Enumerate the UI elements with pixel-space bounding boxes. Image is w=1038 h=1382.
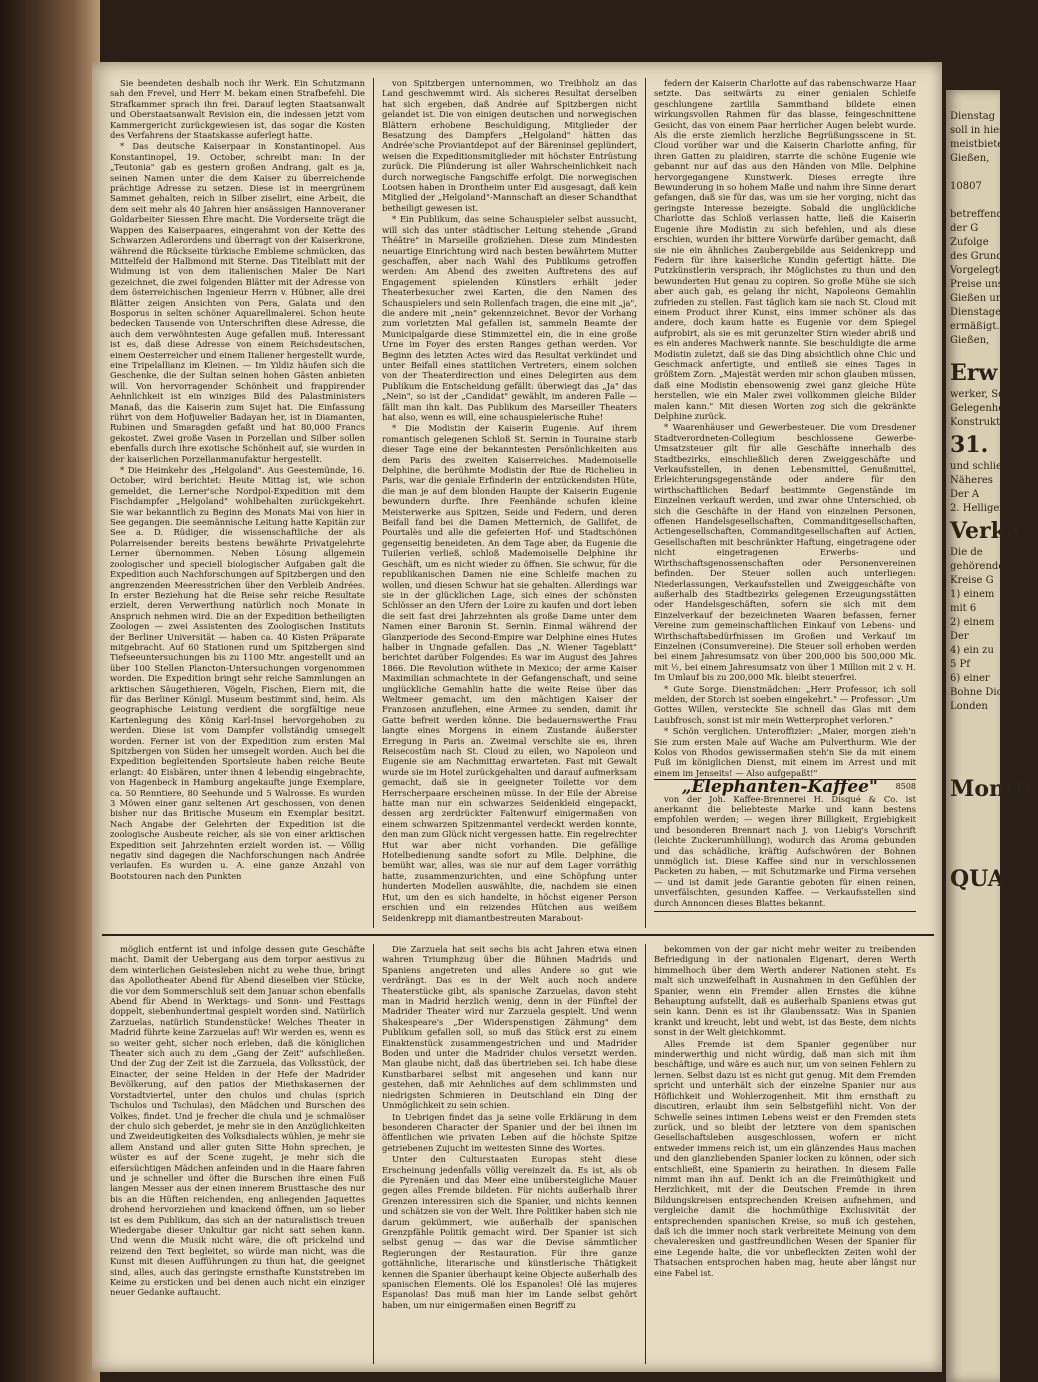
fragment: Gießen und der xyxy=(950,293,1029,304)
fragment: Näheres xyxy=(950,475,993,486)
fragment: meistbietend den xyxy=(950,139,1038,150)
feuilleton-column-3 xyxy=(654,944,916,1364)
fragment: Gießen, xyxy=(950,153,990,164)
fragment: Gießen, xyxy=(950,335,990,346)
fragment: Erw xyxy=(950,360,998,386)
fragment: Verka xyxy=(950,518,1021,544)
fragment: Konstruktion xyxy=(950,417,1016,428)
fragment: Gelegenheit be xyxy=(950,403,1027,414)
paragraph: * Ein Publikum, das seine Schauspieler selbst aussucht, will sich das unter städtischer Leitung stehende „Grand Théâtre" in Marseille großziehen. Diese zum Mindesten neuartige Einrichtung wird nach besten bewährtem Mutter geschaffen, aber nach Wahl des Publikums getroffen werden: Am Abend des zweiten Auftretens des auf Engagement spielenden Künstlers erhält jeder Theaterbesucher zwei Karten, die den Namen des Schauspielers und sein Rollenfach tragen, die eine mit „ja", die andere mit „nein" gekennzeichnet. Bevor der Vorhang zum vorletzten Mal gefallen ist, sammeln Beamte der Municipalgarde diese Stimmzettel ein, die in eine große Urne im Foyer des ersten Ranges gethan werden. Vor Beginn des letzten Actes wird das Resultat verkündet und unter Beifall eines stattlichen Vertreters, einem solchen von der Theaterdirection und eines Delegirten aus dem Publikum die Entscheidung gefällt: überwiegt das „Ja" das „Nein", so ist der „Candidat" gewählt, im anderen Falle — fällt man ihn kalt. Das Publikum des Marseiller Theaters hat also, wenn es will, eine schauspielerische Ruhe! xyxy=(382,214,637,422)
paragraph: Alles Fremde ist dem Spanier gegenüber nur minderwerthig und nicht würdig, daß man sich mit ihm beschäftige, und wäre es auch nur, um von seinen Fehlern zu lernen. Selbst dazu ist es nicht gut genug. Mit dem Fremden spricht und unterhält sich der einzelne Spanier nur aus Höflichkeit und Wohlerzogenheit. Mit ihm ernsthaft zu discutiren, erlaubt ihm sein Selbstgefühl nicht. Von der Schwelle seines intimen Lebens weist er den Fremden stets zurück, und so bleibt der letztere von dem spanischen Gesellschaftsleben ausgeschlossen, wofern er nicht entweder immens reich ist, um ein glänzendes Haus machen und den glanzliebenden Spanier locken zu können, oder sich entschließt, eine Spanierin zu heirathen. In diesem Falle nimmt man ihn auf. Denkt ich an die Freimüthigkeit und Herzlichkeit, mit der die Deutschen Fremde in ihren Bildungskreisen entsprechenden Kreisen aufnehmen, und vergleiche damit die hochmüthige Exclusivität der entsprechenden spanischen Kreise, so muß ich gestehen, daß ich die immer noch stark verbreitete Meinung von dem chevaleresken und gastfreundlichen Wesen der Spanier für eine Legende halte, die vor unbefleckten Zeiten wohl der Thatsachen entsprochen haben mag, heute aber längst nur eine Fabel ist. xyxy=(654,1038,916,1278)
fragment: Montir xyxy=(950,776,1036,802)
ad-number: 8508 xyxy=(895,782,916,792)
article-column-1 xyxy=(110,78,365,928)
fragment: der G xyxy=(950,223,979,234)
adjacent-page-edge xyxy=(946,90,1038,1382)
newspaper-page xyxy=(92,62,942,1372)
paragraph: möglich entfernt ist und infolge dessen gute Geschäfte macht. Damit der Uebergang aus dem torpor aestivus zu dem winterlichen Geistesleben nicht zu wehe thue, bringt das Apollotheater Abend für Abend dieselben vier Stücke, die vor dem Sommerschluß seit dem Januar schon ebenfalls Abend für Abend in Werktags- und Sonn- und Festtags doppelt, siebenhundertmal gespielt worden sind. Natürlich Zarzuelas, natürlich Stundenstücke! Welches Theater in Madrid führte keine Zarzuelas auf! Wir werden es, wenn es so weiter geht, sicher noch erleben, daß die königlichen Theater sich auch zu dem „Gang der Zeit" aufschließen. Und der Zug der Zeit ist die Zarzuela, das Volksstück, der Einacter, der seine Helden in der Hefe der Madrider Bevölkerung, auf den patios der Miethskasernen der Vorstadtviertel, unter den chulos und chulas (sprich Tschulos und Tschulas), den Mädchen und Burschen des Volkes, findet. Und je frecher die chula und je schmalöser der chulo sich geberdet, je mehr sie in den Anzüglichkeiten und Zweideutigkeiten des Volksdialects wühlen, je mehr sie allem Anstand und aller guten Sitte Hohn sprechen, je wüster es auf der Scene zugeht, je mehr sich die eifersüchtigen Mädchen anfeinden und in die Haare fahren und je schneller und öfter die Burschen ihre einen Fuß langen Messer aus der einen innerem Brusttasche des nur bis an die Hüften reichenden, eng anliegenden Jaquettes drohend hervorziehen und knackend öffnen, um so lieber ist es dem Publikum, das sich an der naturalistisch treuen Wiedergabe dieser Unkultur gar nicht satt sehen kann. Und wenn die Musik nicht wäre, die oft prickelnd und reizend den Text begleitet, so würde man nicht, was die Kunst mit diesen Aufführungen zu thun hat, die geeignet sind, alles, auch das geringste ernsthafte Kunststreben im Keime zu ersticken und bei denen auch nicht ein einziger neuer Gedanke auftaucht. xyxy=(110,944,365,1298)
fragment: mit 6 xyxy=(950,603,977,614)
fragment: 31. xyxy=(950,432,989,458)
fragment: und schließt G xyxy=(950,461,1024,472)
fragment: Vorgelegter xyxy=(950,265,1010,276)
fragment: 4) ein zu xyxy=(950,645,994,656)
fragment: des Grundkapita xyxy=(950,251,1035,262)
paragraph: * Waarenhäuser und Gewerbesteuer. Die vom Dresdener Stadtverordneten-Collegium beschlossene Gewerbe-Umsatzsteuer gilt für alle Geschäfte innerhalb des Stadtbezirks, einschließlich deren Zweiggeschäfte und Verkaufsstellen, in denen Lebensmittel, Genußmittel, Erleichterungsgegenstände oder andere für den wirthschaftlichen Bedarf bestimmte Gegenstände im Einzelnen verkauft werden, und zwar ohne Unterschied, ob sich die Geschäfte in der Hand von einzelnen Personen, offenen Handelsgesellschaften, Commanditgesellschaften, Actiengesellschaften, Commanditgesellschaften auf Actien, Gesellschaften mit beschränkter Haftung, eingetragene oder nicht eingetragenen Erwerbs- und Wirthschaftsgenossenschaften oder Personenvereinen befinden. Der Steuer sollen auch unterliegen: Niederlassungen, Verkaufsstellen und Zweiggeschäfte von außerhalb des Stadtbezirks gelegenen Erzeugungsstätten oder Handelsgeschäften, sofern sie sich mit dem Einzelverkauf der bezeichneten Waaren befassen, ferner Vereine zum gemeinschaftlichen Einkauf von Lebens- und Wirthschaftsbedürfnissen im Großen und Verkauf im Einzelnen (Consumvereine). Die Steuer soll erhoben werden bei einem Jahresumsatz von über 200,000 bis 500,000 Mk. mit ½, bei einem Jahresumsatz von über 1 Million mit 2 v. H. Im Umlauf bis zu 200,000 Mk. bleibt steuerfrei. xyxy=(654,422,916,683)
fragment: QUA xyxy=(950,866,1005,892)
fragment: Dienstagen xyxy=(950,307,1008,318)
paragraph: In Uebrigen findet das ja seine volle Erklärung in dem besonderen Character der Spanier und der bei ihnen im öffentlichen wie privaten Leben auf die höchste Spitze getriebenen Zujucht im weitesten Sinne des Wortes. xyxy=(382,1111,637,1153)
fragment: 2) einem xyxy=(950,617,995,628)
column-divider xyxy=(373,78,374,928)
fragment: 1) einem xyxy=(950,589,995,600)
paragraph: Die Zarzuela hat seit sechs bis acht Jahren etwa einen wahren Triumphzug über die Bühnen Madrids und Spaniens angetreten und alles Andere so gut wie verdrängt. Das es in der Welt auch noch andere Theaterstücke gibt, als spanische Zarzuelas, davon steht man in Madrid herzlich wenig, denn in der Fünftel der Madrider Theater wird nur Zarzuela gespielt. Und wenn Shakespeare's „Der Widerspenstigen Zähmung" dem Publikum gefallen soll, so muß das Stück erst zu einem Einaktenstück zusammengestrichen und und Madrider Boden und unter die Madrider chulos versetzt werden. Man glaube nicht, daß das übertrieben sei. Ich habe diese Kunstbarbarei selbst mit angesehen und kann nur gestehen, daß mir Aehnliches auf dem schlimmsten und niedrigsten Schmieren in Deutschland ein Ding der Unmöglichkeit zu sein schien. xyxy=(382,944,637,1111)
fragment: Preise unserer xyxy=(950,279,1025,290)
paragraph: von Spitzbergen unternommen, wo Treibholz an das Land geschwemmt wird. Als sicheres Resultat derselben hat sich ergeben, daß Andrée auf Spitzbergen nicht gelandet ist. Die von einigen deutschen und norwegischen Blättern erhobene Beschuldigung, Mitglieder der Besatzung des Dampfers „Helgoland" hätten das Andrée'sche Proviantdepot auf der Bäreninsel geplündert, weisen die Expeditionsmitglieder mit höchster Entrüstung zurück. Die Plünderung ist aller Wahrscheinlichkeit nach durch norwegische Fangschiffe erfolgt. Die norwegischen Lootsen haben in Drontheim unter Eid ausgesagt, daß kein Mitglied der „Helgoland"-Mannschaft an dieser Schandthat betheiligt gewesen ist. xyxy=(382,78,637,213)
paragraph: federn der Kaiserin Charlotte auf das rabenschwarze Haar setzte. Das seitwärts zu einer genialen Schleife geschlungene zartlila Sammtband bildete einen wirkungsvollen Rahmen für das blasse, feingeschnittene Gesicht, das von einem Paar herrlicher Augen belebt wurde. Als die erste ziemlich herzliche Begrüßungsscene in St. Cloud vorüber war und die Kaiserin Charlotte anfing, für ihren Gatten zu plaidiren, starrte die schöne Eugenie wie gebannt nur auf das aus den Händen von Mlle. Delphine hervorgegangene Kunstwerk. Dieses erregte ihre Bewunderung in so hohem Maße und nahm ihre Sinne derart gefangen, daß sie für das, was um sie her vorging, nicht das geringste Interesse bezeigte. Sobald die unglückliche Charlotte das Schloß verlassen hatte, ließ die Kaiserin Eugenie ihre Modistin zu sich befehlen, und als diese erschien, wurden ihr bittere Vorwürfe darüber gemacht, daß sie nie ein ähnliches Zaubergebilde aus Seidenkrepp und Federn für ihre kaiserliche Kundin gefertigt hätte. Die Putzkünstlerin versprach, ihr Möglichstes zu thun und den bewunderten Hut genau zu copiren. So große Mühe sie sich aber auch gab, es gelang ihr nicht, Napoleons Gemahlin zufrieden zu stellen. Fast täglich kam sie nach St. Cloud mit einem Product ihrer Kunst, eins immer schöner als das andere, doch kaum hatte es Eugenie vor dem Spiegel aufprobirt, als sie es mit gerunzelter Stirn wieder abriß und es ein anderes Machwerk nannte. Sie beschuldigte die arme Modistin zuletzt, daß sie das Ding absichtlich ohne Chic und Geschmack anfertigte, und entließ sie eines Tages in größtem Zorn. „Majestät werden mir schon glauben müssen, daß eine Modistin ebensowenig zwei ganz gleiche Hüte herstellen, wie ein Maler zwei vollkommen gleiche Bilder malen kann." Mit diesen Worten zog sich die gekränkte Delphine zurück. xyxy=(654,78,916,421)
fragment: Die de xyxy=(950,547,983,558)
column-divider xyxy=(645,78,646,928)
fragment: Der A xyxy=(950,489,980,500)
fragment: gehörende P xyxy=(950,561,1015,572)
ad-title: „Elephanten-Kaffee" xyxy=(681,777,878,798)
paragraph: * Gute Sorge. Dienstmädchen: „Herr Professor, ich soll melden, der Storch ist soeben eingekehrt." — Professor: „Um Gottes Willen, versteckte Sie schnell das Glas mit dem Laubfrosch, sonst ist mir mein Wetterprophet verloren." xyxy=(654,683,916,725)
fragment: 6) einer xyxy=(950,673,990,684)
ad-text: von der Joh. Kaffee-Brennerei H. Disqué & Co. ist anerkannt die beliebteste Marke und kann bestens empfohlen werden; — wegen ihrer Billigkeit, Ergiebigkeit und besonderen Brennart nach J. von Liebig's Vorschrift (leichte Zuckerumhüllung), wodurch das Aroma gebunden und das schädliche, kräftig Aufschwören der Bohnen unmöglich ist. Diese Kaffee sind nur in verschlossenen Packeten zu haben, — mit Schutzmarke und Firma versehen — und ist damit jede Garantie geboten für einen reinen, unverfälschten, gesunden Kaffee. — Verkaufsstellen sind durch Annoncen dieses Blattes bekannt. xyxy=(654,793,916,908)
advertisement-elephanten-kaffee xyxy=(654,779,916,912)
feuilleton-column-1 xyxy=(110,944,365,1364)
book-binding xyxy=(0,0,100,1382)
paragraph: * Das deutsche Kaiserpaar in Konstantinopel. Aus Konstantinopel, 19. October, schreibt man: In der „Teutonia" gab es gestern großen Andrang, galt es ja, seinen Namen unter die dem Kaiser zu überreichende prächtige Adresse zu setzen. Diese ist in meergrünem Sammet gehalten, reich in Silber ziselirt, eine Arbeit, die dem seit mehr als 40 Jahren hier ansässigen Hannoveraner Goldarbeiter Siessen Ehre macht. Die Vorderseite trägt die Wappen des Kaiserpaares, eingerahmt von der Kette des Schwarzen Adlerordens und überragt von der Kaiserkrone, während die Rückseite türkische Embleme schmücken, das Mittelfeld der Halbmond mit Sterne. Das Titelblatt mit der Widmung ist von dem italienischen Maler De Nari gezeichnet, die zwei folgenden Blätter mit der Adresse von dem österreichischen Ingenieur Herrn v. Hübner, alle drei Blätter zeigen Ansichten von Pera, Galata und den Bosporus in selten schöner Aquarellmalerei. Schon heute bedecken Tausende von Unterschriften diese Adresse, die auch dem verwöhntesten Auge gefallen muß. Interessant ist es, daß diese Adresse von einem Reichsdeutschen, einem Oesterreicher und einem Italiener hergestellt wurde, eine Tripelallianz im Kleinen. — Im Yildiz häufen sich die Geschenke, die der Sultan seinen hohen Gästen anbieten will. Von hervorragender Schönheit und frappirender Aehnlichkeit ist ein winziges Bild des Palastministers Manaß, das die Kaiserin zum Sujet hat. Die Einfassung rührt von dem Hofjuwelier Badayan her, ist in Diamanten, Rubinen und Smaragden gefaßt und hat 80,000 Francs gekostet. Zwei große Vasen in Porzellan und Silber sollen ebenfalls durch ihre exotische Schönheit auf, sie wurden in der kaiserlichen Porzellanmanufaktur hergestellt. xyxy=(110,141,365,464)
fragment: ermäßigt. xyxy=(950,321,1000,332)
fragment: 2. Helliger xyxy=(950,503,1005,514)
column-divider xyxy=(645,944,646,1364)
fragment: soll in hiesigen xyxy=(950,125,1027,136)
column-divider xyxy=(373,944,374,1364)
fragment: werker, Sch xyxy=(950,389,1011,400)
fragment: Dienstag xyxy=(950,111,996,122)
paragraph: * Die Heimkehr des „Helgoland". Aus Geestemünde, 16. October, wird berichtet: Heute Mittag ist, wie schon gemeldet, die Lerner'sche Nordpol-Expedition mit dem Fischdampfer „Helgoland" wohlbehalten zurückgekehrt. Sie war bekanntlich zu Beginn des Monats Mai von hier in See gegangen. Die seemännische Leitung hatte Kapitän zur See a. D. Rüdiger, die wissenschaftliche der als Polarreisender bereits bestens bewährte Privatgelehrte Lerner übernommen. Neben Lösung allgemein zoologischer und speciell biologischer Aufgaben galt die Expedition auch Nachforschungen auf Spitzbergen und den angrenzenden Meeresstrichen über den Verbleib Andrées. In erster Beziehung hat die Reise sehr reiche Resultate erzielt, deren Verwerthung natürlich noch Monate in Anspruch nehmen wird. Die an der Expedition betheiligten Zoologen — zwei Assistenten des Zoologischen Instituts der Berliner Universität — haben ca. 40 Kisten Präparate mitgebracht. Auf 60 Stationen rund um Spitzbergen sind Tiefseeuntersuchungen bis zu 1100 Mtr. angestellt und an über 100 Stellen Plancton-Untersuchungen vorgenommen worden. Die Expedition bringt sehr reiche Sammlungen an arktischen Säugethieren, Vögeln, Fischen, Eiern mit, die für das Berliner Königl. Museum bestimmt sind, heim. Als geographische Leistung verdient die sorgfältige neue Kartenlegung des König Karl-Insel hervorgehoben zu werden. Diese ist vom Dampfer vollständig umsegelt worden. Ferner ist von der Expedition zum ersten Mal Spitzbergen von Süden her umsegelt worden. Auch bei die Expedition begleitenden Sportsleute haben reiche Beute erlangt: 40 Eisbären, unter ihnen 4 lebendig eingebrachte, von Hagenbeck in Hamburg angekaufte junge Exemplare, ca. 50 Renntiere, 80 Seehunde und 5 Walrosse. Es wurden 3 Möwen einer ganz seltenen Art geschossen, von denen bisher nur das Britische Museum ein Exemplar besitzt. Nach Angabe der Gelehrten der Expedition ist die zoologische Ausbeute reicher, als sie von einer arktischen Expedition seit Jahrzehnten erzielt worden ist. — Völlig negativ sind dagegen die Nachforschungen nach Andrée verlaufen. Es wurden u. A. eine ganze Anzahl von Bootstouren nach den Punkten xyxy=(110,465,365,881)
paragraph: * Schön verglichen. Unteroffizier: „Maier, morgen zieh'n Sie zum ersten Male auf Wache am Pulverthurm. Wie der Kolos von Rhodos gewissermaßen steh'n Sie da mit einem Fuß im königlichen Dienst, mit einem im Arrest und mit einem im Jenseits! — Also aufgepaßt!" xyxy=(654,726,916,778)
fragment: Kreise G xyxy=(950,575,994,586)
article-column-2 xyxy=(382,78,637,928)
fragment: Der xyxy=(950,631,969,642)
fragment: Zufolge xyxy=(950,237,989,248)
fragment: Londen xyxy=(950,701,988,712)
fragment: 10807 xyxy=(950,181,982,192)
fragment: 5 Pf xyxy=(950,659,970,670)
article-column-3 xyxy=(654,78,916,928)
paragraph: Sie beendeten deshalb noch ihr Werk. Ein Schutzmann sah den Frevel, und Herr M. bekam einen Strafbefehl. Die Strafkammer sprach ihn frei. Darauf legten Staatsanwalt und Oberstaatsanwalt Revision ein, die indessen jetzt vom Kammergericht zurückgewiesen ist, das sogar die Kosten des Verfahrens der Staatskasse auferlegt hatte. xyxy=(110,78,365,141)
feuilleton-column-2 xyxy=(382,944,637,1364)
paragraph: bekommen von der gar nicht mehr weiter zu treibenden Befriedigung in der nationalen Eigenart, deren Werth himmelhoch über dem Werth anderer Nationen steht. Es malt sich unzweifelhaft in Ausnahmen in den Gefühlen der Spanier, wenn ein Fremder allen Ernstes die kühne Behauptung aufstellt, daß es außerhalb Spaniens etwas gut sein kann. Denn es ist ihr Glaubenssatz: Was in Spanien krankt und kreucht, lebt und webt, ist das Beste, dem nichts sonst in der Welt gleichkommt. xyxy=(654,944,916,1038)
fragment: Bohne Dicke xyxy=(950,687,1015,698)
paragraph: Unter den Culturstaaten Europas steht diese Erscheinung jedenfalls völlig vereinzelt da. Es ist, als ob die Pyrenäen und das Meer eine unübersteigliche Mauer gegen alles Fremde bildeten. Für nichts außerhalb ihrer Grenzen interessiren sich die Spanier, und nichts kennen und schätzen sie von der Welt. Ihre Politiker haben sich nie darum gekümmert, wie außerhalb der spanischen Grenzpfähle Politik gemacht wird. Der Spanier ist sich selbst genug — das war die Devise sämmtlicher Regierungen der Restauration. Für ihre ganze gottähnliche, literarische und künstlerische Thätigkeit kennen die Spanier überhaupt keine Objecte außerhalb des spanischen Elements. Olé los Espanoles! Olé las mujeres Espanolas! Das muß man hier im Lande selbst gehört haben, um nur einigermaßen einen Begriff zu xyxy=(382,1154,637,1310)
paragraph: * Die Modistin der Kaiserin Eugenie. Auf ihrem romantisch gelegenen Schloß St. Sernin in Touraine starb dieser Tage eine der bekanntesten Persönlichkeiten aus dem Paris des zweiten Kaiserreiches. Mademoiselle Delphine, die berühmte Modistin der Rue de Richelieu in Paris, war die geniale Erfinderin der entzückendsten Hüte, die man je auf dem blonden Haupte der Kaiserin Eugenie bewundern durfte. Ihre Feenhände schufen kleine Meisterwerke aus Spitzen, Seide und Federn, und deren Beifall fand bei die Damen Metternich, de Gallifet, de Pourtalès und alle die gefeierten Hof- und Stadtschönen gegenseitig beneideten. An dem Tage aber, da Eugenie die Tuilerien verließ, schloß Mademoiselle Delphine ihr Geschäft, um es nicht wieder zu öffnen. Sie schwur, für die republikanischen Damen nie eine Schleife machen zu wollen, und diesen Schwur hat sie gehalten. Allerdings war sie in der glücklichen Lage, sich eines der schönsten Schlösser an den Ufern der Loire zu kaufen und dort leben die seit fast drei Jahrzehnten als große Dame unter dem Namen einer Baronin St. Sernin. Einmal während der Glanzperiode des Second-Empire war Delphine eines Hutes halber in Ungnade gefallen. Das „N. Wiener Tageblatt" berichtet darüber Folgendes: Es war im August des Jahres 1866. Die Revolution wüthete in Mexico; der arme Kaiser Maximilian schmachtete in der Gefangenschaft, und seine unglückliche Gemahlin hatte die weite Reise über das Weltmeer gemacht, um den mächtigen Kaiser der Franzosen anzuflehen, eine Armee zu senden, damit ihr Gatte befreit werden könne. Die bedauernswerthe Frau langte eines Morgens in einem Zustande äußerster Erregung in Paris an. Zweimal verschlte sie es, ihren Reisecostüm nach St. Cloud zu eilen, wo Napoleon und Eugenie sie am Nachmittag erwarteten. Fast mit Gewalt wurde sie im Hotel zurückgehalten und darauf aufmerksam gemacht, daß sie in geeigneter Toilette vor dem Herrscherpaare erscheinen müsse. In der Eile der Abreise hatte man nur ein schwarzes Seidenkleid eingepackt, dessen arg zerdrückter Faltenwurf einigermaßen von einem schwarzen Spitzenmantel verdeckt werden konnte, den man zum Glück nicht vergessen hatte. Ein regelrechter Hut war aber nicht vorhanden. Die gefällige Hotelbedienung sandte sofort zu Mlle. Delphine, die bemüht war, alles, was sie nur auf dem Lager vorräthig hatte, zusammenzurichten, und eine Schöpfung unter hunderten Modellen auswählte, die, nachdem sie einen Hut, um den es sich handelte, in höchst eigener Person erschien und ein reizendes Hütchen aus weißem Seidenkrepp mit diamantbestreuten Marabout- xyxy=(382,423,637,923)
section-divider xyxy=(102,934,934,936)
fragment: betreffend: Pr xyxy=(950,209,1021,220)
